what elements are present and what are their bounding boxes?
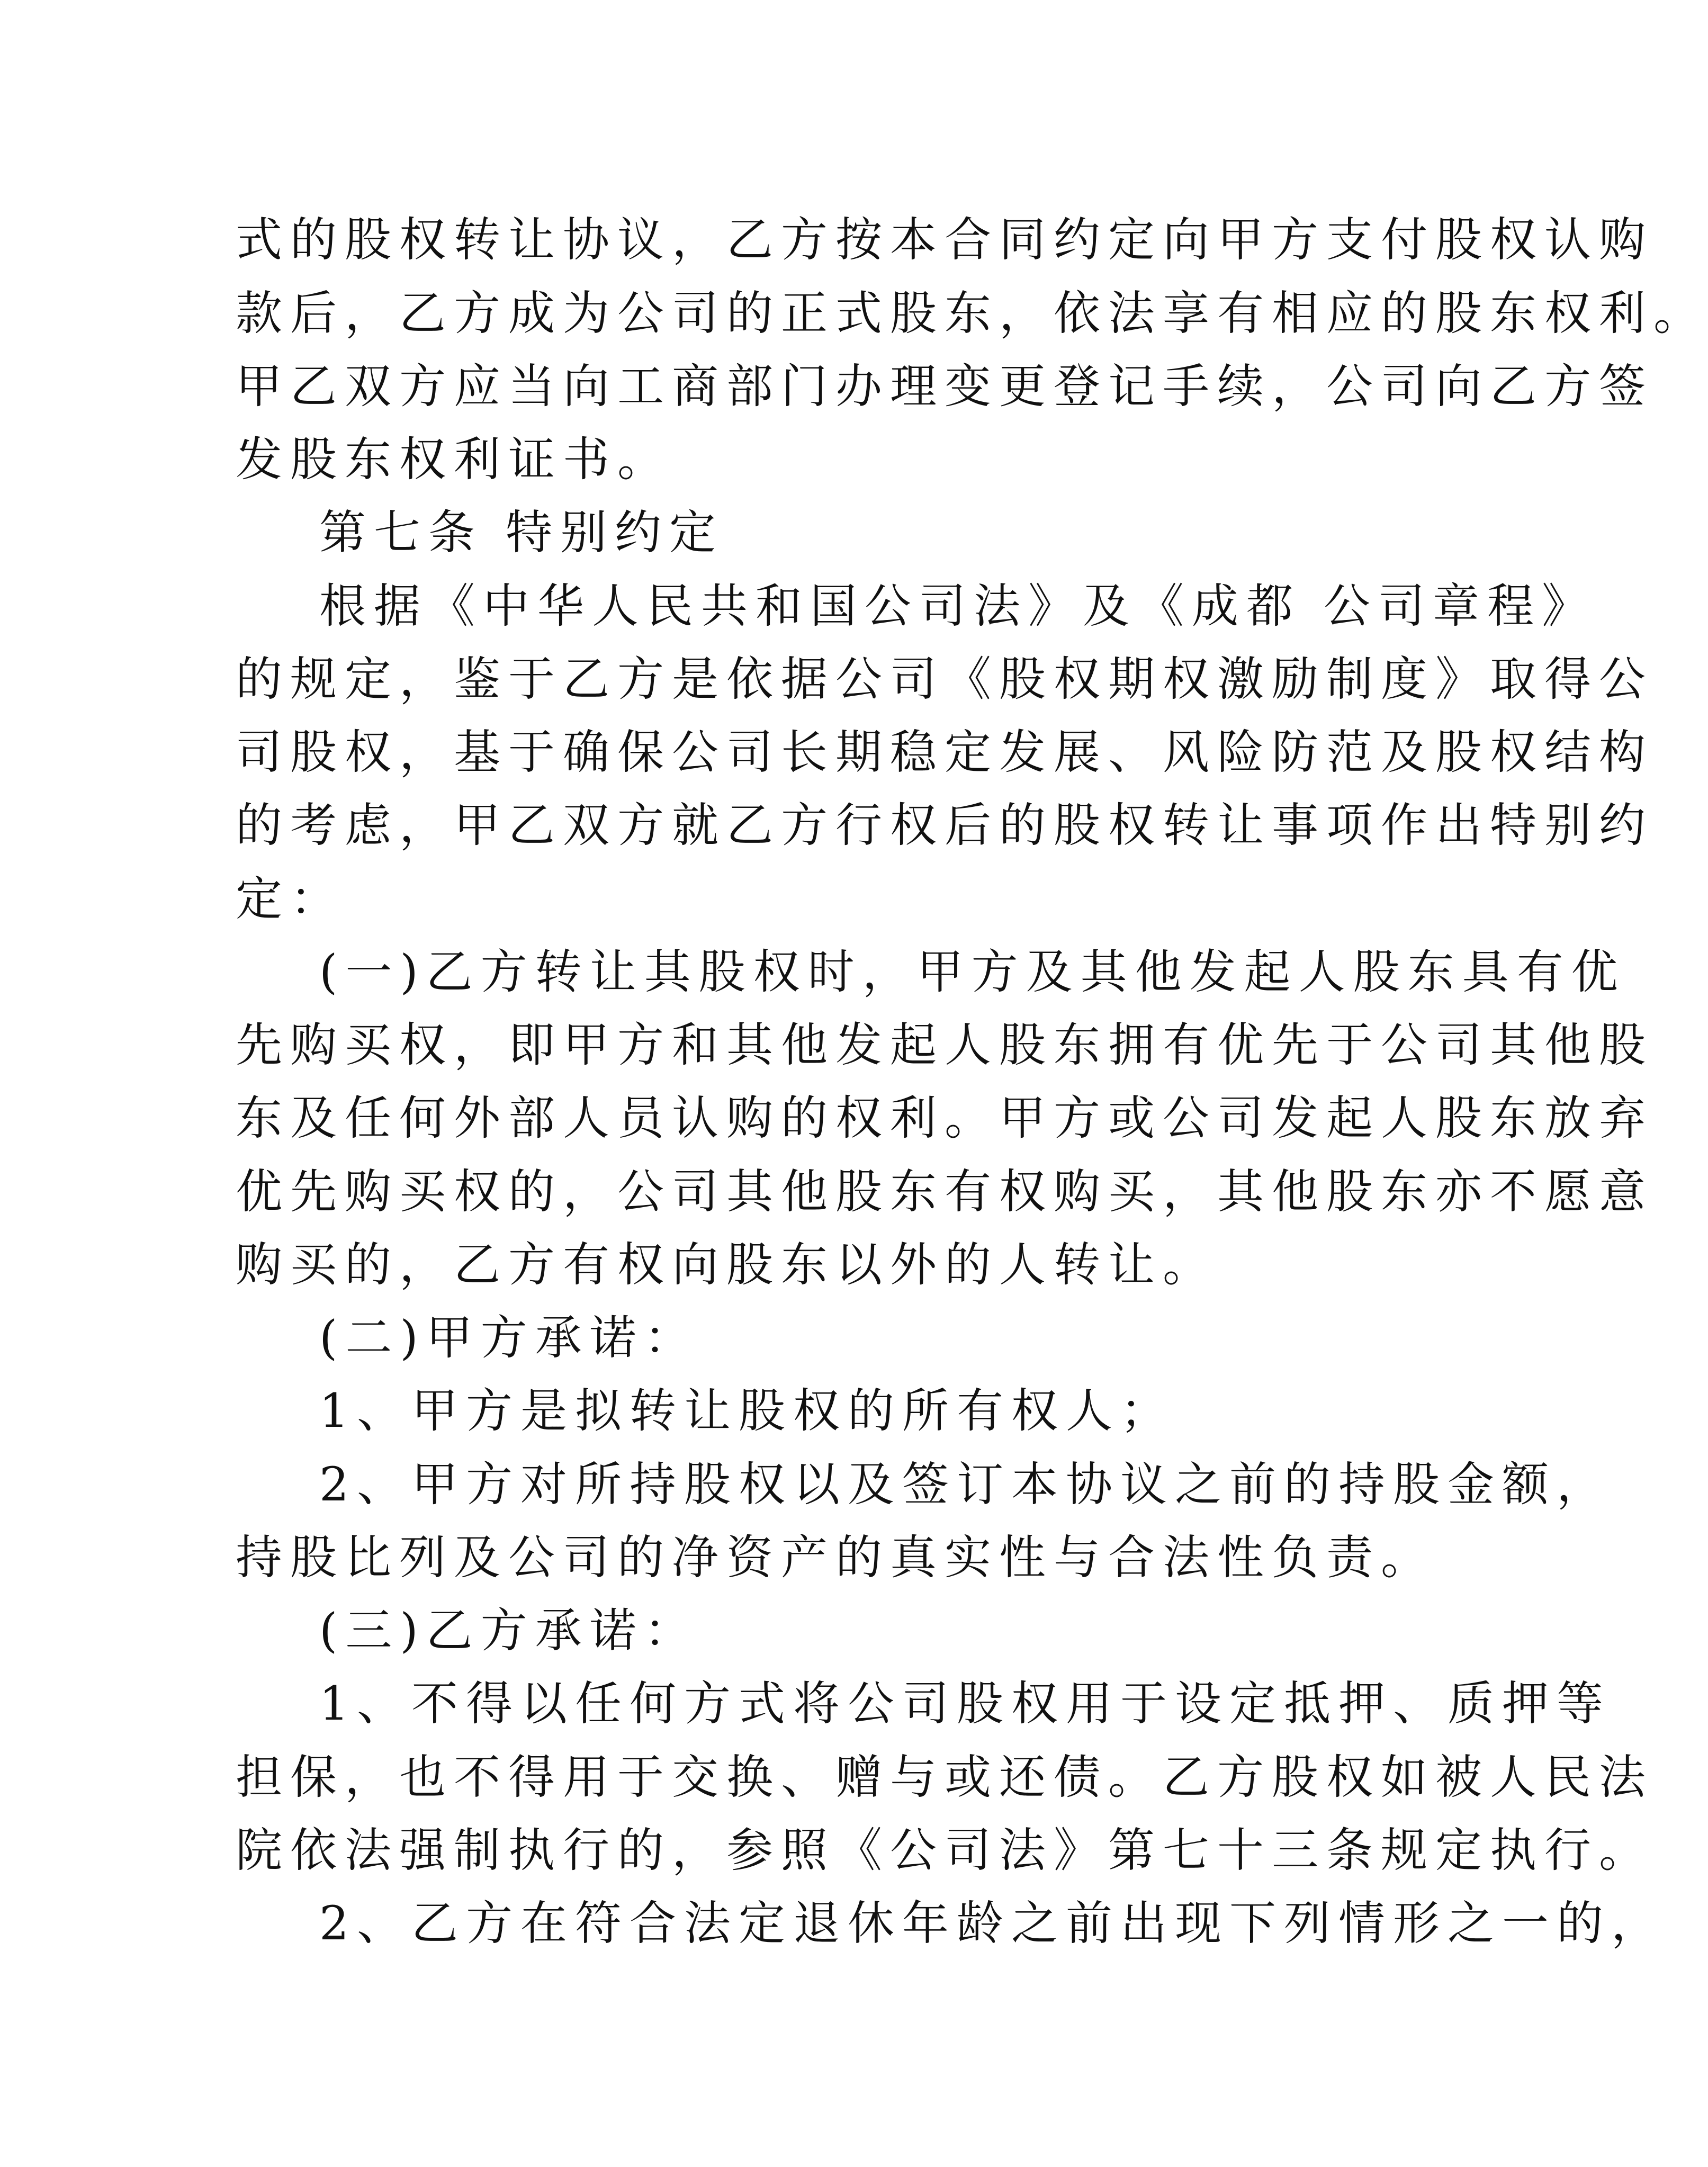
text-line: (一)乙方转让其股权时，甲方及其他发起人股东具有优 [319, 945, 1626, 999]
text-line: 发股东权利证书。 [236, 432, 672, 487]
text-line: 优先购买权的，公司其他股东有权购买，其他股东亦不愿意 [236, 1164, 1654, 1219]
text-line: 院依法强制执行的，参照《公司法》第七十三条规定执行。 [236, 1823, 1654, 1877]
text-line: 东及任何外部人员认购的权利。甲方或公司发起人股东放弃 [236, 1091, 1654, 1145]
text-line: (二)甲方承诺： [319, 1310, 699, 1365]
text-line: 定： [236, 871, 345, 926]
text-line: 2、乙方在符合法定退休年龄之前出现下列情形之一的， [319, 1896, 1666, 1950]
text-line: 式的股权转让协议，乙方按本合同约定向甲方支付股权认购 [236, 212, 1654, 267]
text-line: 持股比列及公司的净资产的真实性与合法性负责。 [236, 1530, 1436, 1585]
text-line: 2、甲方对所持股权以及签订本协议之前的持股金额， [319, 1457, 1611, 1512]
text-line: 根据《中华人民共和国公司法》及《成都 公司章程》 [319, 579, 1596, 633]
text-line: 甲乙双方应当向工商部门办理变更登记手续，公司向乙方签 [236, 359, 1654, 413]
text-line: 先购买权，即甲方和其他发起人股东拥有优先于公司其他股 [236, 1018, 1654, 1072]
text-line: 1、甲方是拟转让股权的所有权人； [319, 1383, 1175, 1438]
text-line: (三)乙方承诺： [319, 1603, 699, 1658]
text-line: 担保，也不得用于交换、赠与或还债。乙方股权如被人民法 [236, 1750, 1654, 1804]
text-line: 司股权，基于确保公司长期稳定发展、风险防范及股权结构 [236, 725, 1654, 779]
text-line: 的考虑，甲乙双方就乙方行权后的股权转让事项作出特别约 [236, 798, 1654, 852]
text-line: 购买的，乙方有权向股东以外的人转让。 [236, 1237, 1218, 1292]
text-line: 款后，乙方成为公司的正式股东，依法享有相应的股东权利。 [236, 286, 1708, 340]
article-heading: 第七条 特别约定 [319, 505, 724, 560]
text-line: 的规定，鉴于乙方是依据公司《股权期权激励制度》取得公 [236, 652, 1654, 706]
text-line: 1、不得以任何方式将公司股权用于设定抵押、质押等 [319, 1676, 1611, 1731]
